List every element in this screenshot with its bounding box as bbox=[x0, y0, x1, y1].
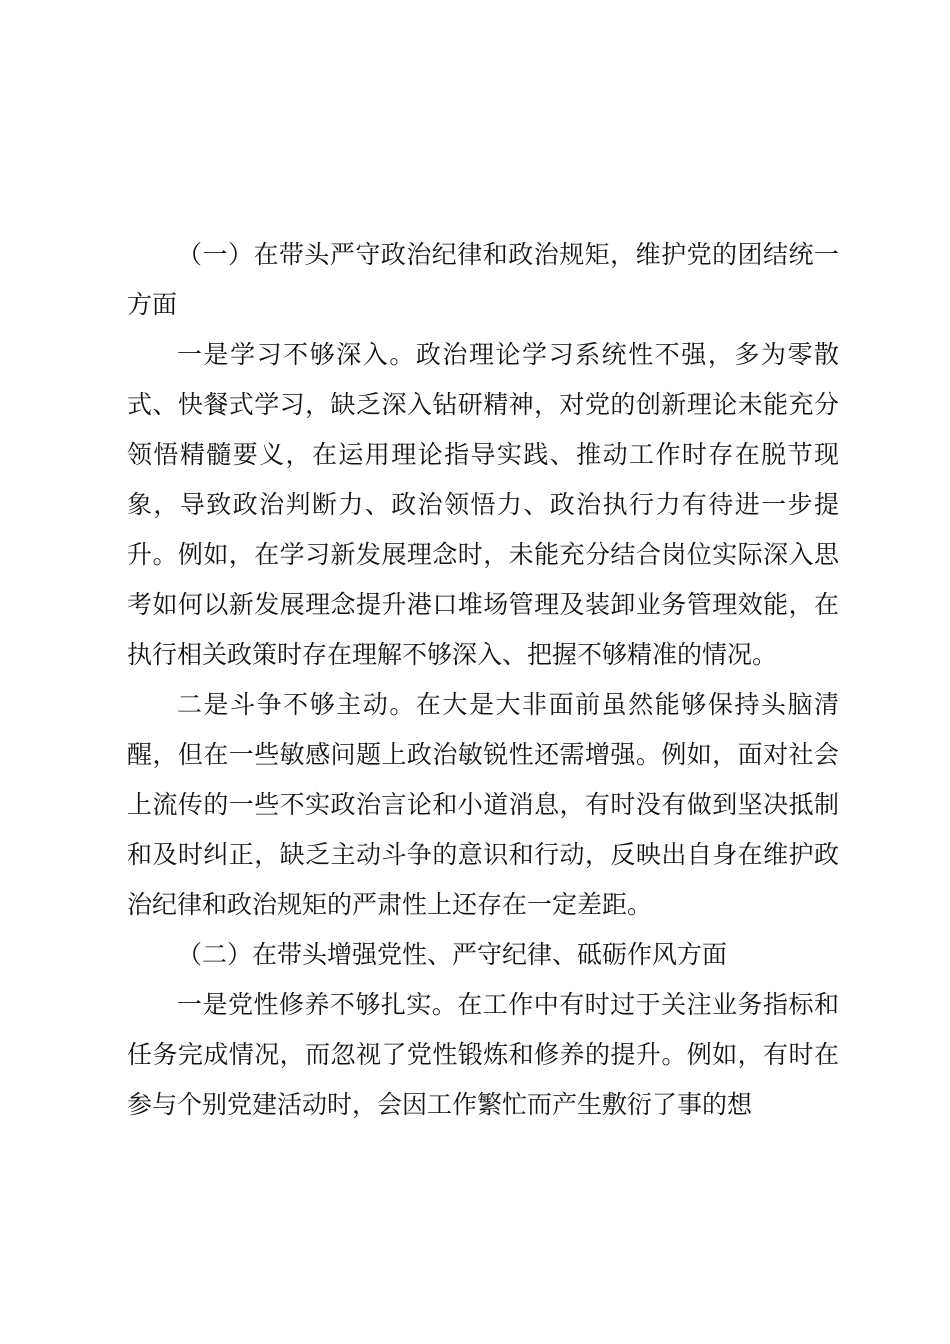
section-heading-2: （二）在带头增强党性、严守纪律、砥砺作风方面 bbox=[177, 940, 728, 969]
paragraph-3: 一是党性修养不够扎实。在工作中有时过于关注业务指标和任务完成情况，而忽视了党性锻炼和修养的提升。例如，有时在参与个别党建活动时，会因工作繁忙而产生敷衍了事的想 bbox=[127, 990, 839, 1119]
paragraph-1: 一是学习不够深入。政治理论学习系统性不强，多为零散式、快餐式学习，缺乏深入钻研精神，对党的创新理论未能充分领悟精髓要义，在运用理论指导实践、推动工作时存在脱节现象，导致政治判断力、政治领悟力、政治执行力有待进一步提升。例如，在学习新发展理念时，未能充分结合岗位实际深入思考如何以新发展理念提升港口堆场管理及装卸业务管理效能，在执行相关政策时存在理解不够深入、把握不够精准的情况。 bbox=[127, 340, 839, 669]
document-body bbox=[127, 230, 839, 1130]
paragraph-2: 二是斗争不够主动。在大是大非面前虽然能够保持头脑清醒，但在一些敏感问题上政治敏锐性还需增强。例如，面对社会上流传的一些不实政治言论和小道消息，有时没有做到坚决抵制和及时纠正，缺乏主动斗争的意识和行动，反映出自身在维护政治纪律和政治规矩的严肃性上还存在一定差距。 bbox=[127, 690, 839, 919]
section-heading-1: （一）在带头严守政治纪律和政治规矩，维护党的团结统一方面 bbox=[127, 240, 839, 319]
